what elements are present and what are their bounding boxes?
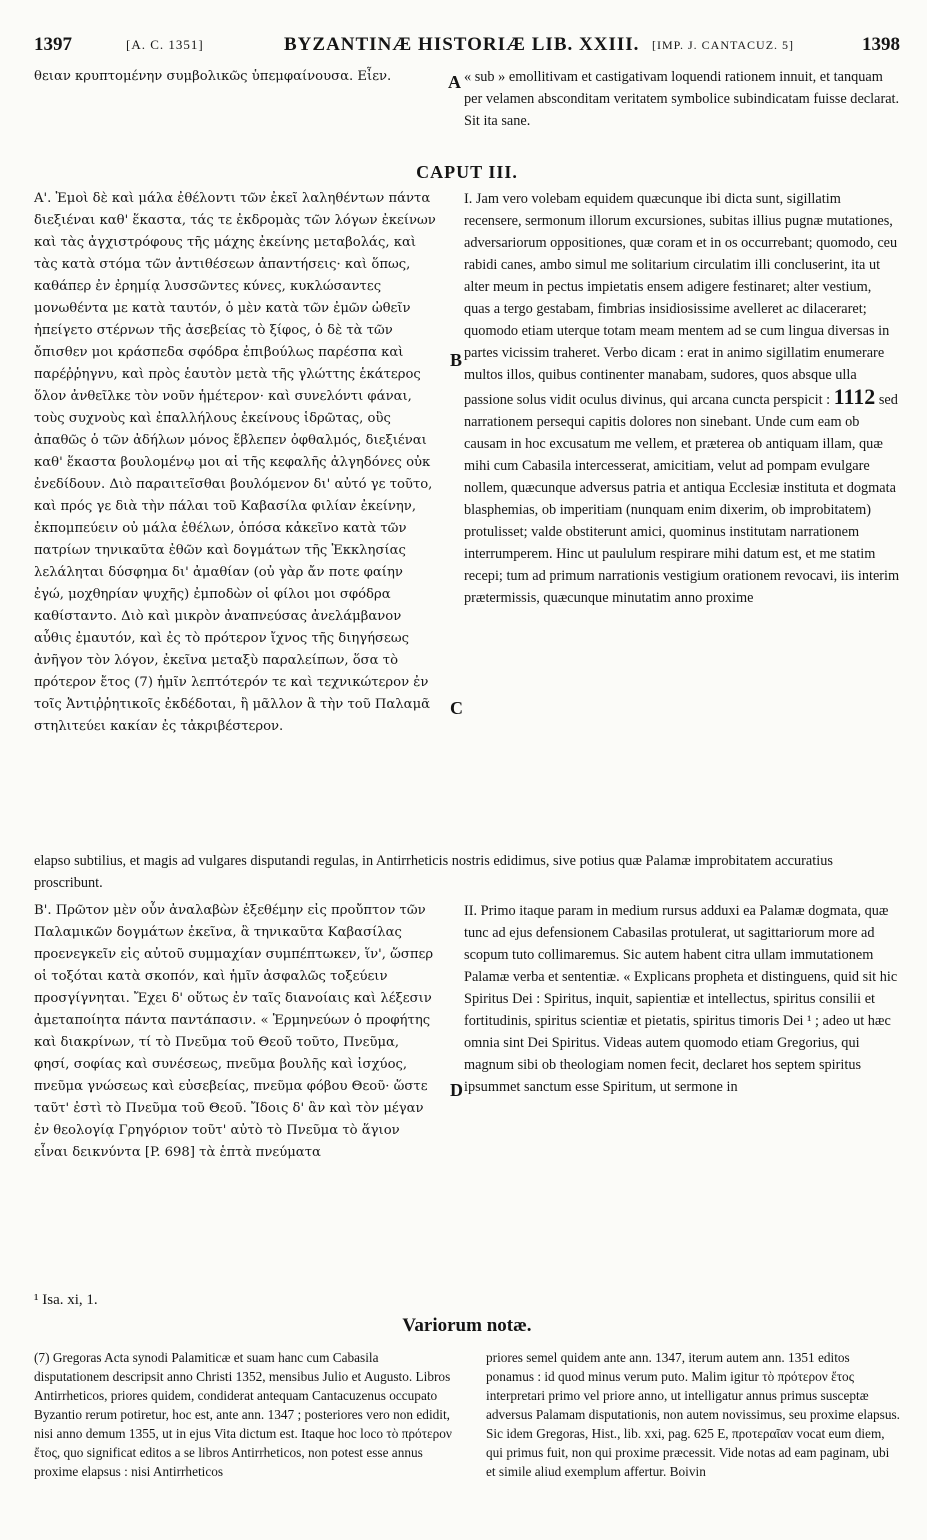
margin-mark-b: B xyxy=(450,350,463,370)
margin-mark-d: D xyxy=(450,1080,463,1100)
footnote: ¹ Isa. xi, 1. xyxy=(34,1292,98,1308)
margin-mark-c: C xyxy=(450,698,463,718)
margin-mark-a: A xyxy=(448,72,461,92)
page-number-right: 1398 xyxy=(862,34,900,55)
page-number-left: 1397 xyxy=(34,34,72,55)
latin-continuation: « sub » emollitivam et castigativam loquendi rationem innuit, et tanquam per velamen absconditam veritatem symbolice subindicatam fuisse declarat. Sit ita sane. xyxy=(464,69,900,129)
chapter-heading: CAPUT III. xyxy=(416,162,518,182)
running-header xyxy=(34,30,900,60)
greek-continuation: θειαν κρυπτομένην συμβολικῶς ὑπεμφαίνουσα. Εἶεν. xyxy=(34,69,392,84)
book-title: BYZANTINÆ HISTORIÆ LIB. XXIII. xyxy=(284,34,640,55)
latin-section-1-part1: I. Jam vero volebam equidem quæcunque ibi dicta sunt, sigillatim recensere, sermonum illorum excursiones, subitas illius pugnæ mutationes, adversariorum oppositiones, quæ coram et in os occurrebant; quomodo, ceu rabidi canes, ambo simul me solitarium circulatim illi concluserint, ita ut alter meum in pectus impietatis ensem adigere festinaret; alter vestium, quas a tergo gestabam, fimbrias insidiosissime avelleret ac dilaceraret; quomodo etiam uterque totam meam mentem ad se cum lingua diversas in partes vicissim traheret. Verbo dicam : erat in animo sigillatim enumerare multos illos, quibus continenter manabam, sudores, quos absque ulla passione solus vidit oculus divinus, qui arcana cuncta perspicit : xyxy=(464,191,898,408)
greek-section-2: Β'. Πρῶτον μὲν οὖν ἀναλαβὼν ἐξεθέμην εἰς προὔπτον τῶν Παλαμικῶν δογμάτων ἐκεῖνα, ἃ τηνικαῦτα Καβασίλας προενεγκεῖν εἰς αὐτοῦ συμμαχίαν συμπέπτωκεν, ἵν', ὥσπερ οἱ τοξόται κατὰ σκοπόν, καὶ ἡμῖν ἀσφαλῶς τοξεύειν προσγίγνηται. Ἔχει δ' οὕτως ἐν ταῖς διανοίαις καὶ λέξεσιν ἀμεταποίητα πάντα παντάπασιν. « Ἑρμηνεύων ὁ προφήτης καὶ διακρίνων, τί τὸ Πνεῦμα τοῦ Θεοῦ τοῦτο, Πνεῦμα, φησί, σοφίας καὶ συνέσεως, πνεῦμα βουλῆς καὶ ἰσχύος, πνεῦμα γνώσεως καὶ εὐσεβείας, πνεῦμα φόβου Θεοῦ· ὥστε ταῦτ' ἐστὶ τὸ Πνεῦμα τοῦ Θεοῦ. Ἴδοις δ' ἂν καὶ τὸν μέγαν ἐν θεολογίᾳ Γρηγόριον τοῦτ' αὐτὸ τὸ Πνεῦμα τὸ ἅγιον εἶναι δεικνύντα [P. 698] τὰ ἑπτὰ πνεύματα xyxy=(34,903,434,1160)
page xyxy=(34,30,900,1520)
note-left-column: (7) Gregoras Acta synodi Palamiticæ et suam hanc cum Cabasila disputationem descripsit anno Christi 1352, mensibus Julio et Augusto. Libros Antirrheticos, priores quidem, condiderat antequam Cantacuzenus occupato Byzantio rerum potiretur, hoc est, ante ann. 1347 ; posteriores vero non edidit, nisi anno demum 1355, ut in ejus Vita dictum est. Itaque hoc loco τὸ πρότερον ἔτος, quo significat editos a se libros Antirrheticos, non potest esse annus proxime elapsus : nisi Antirrheticos xyxy=(34,1350,452,1479)
latin-section-1 xyxy=(464,188,900,609)
notes-heading: Variorum notæ. xyxy=(402,1315,532,1336)
latin-section-1-fullwidth: elapso subtilius, et magis ad vulgares disputandi regulas, in Antirrheticis nostris edidimus, sive potius quæ Palamæ improbitatem accuratius proscribunt. xyxy=(34,853,833,891)
year-reference: [A. C. 1351] xyxy=(126,37,204,52)
greek-section-1: Α'. Ἐμοὶ δὲ καὶ μάλα ἐθέλοντι τῶν ἐκεῖ λαληθέντων πάντα διεξιέναι καθ' ἕκαστα, τάς τε ἐκδρομὰς τῶν λόγων ἐκείνων καὶ τὰς ἀγχιστρόφους τῆς μάχης ἐκείνης μεταβολάς, καὶ τὰς κατὰ στόμα τῶν ἀντιθέσεων ἀπαντήσεις· καὶ ὅπως, καθάπερ ἐν ἐρημίᾳ λυσσῶντες κύνες, κυκλώσαντες μονωθέντα με κατὰ ταυτόν, ὁ μὲν κατὰ τῶν ἐμῶν ὠθεῖν ἠπείγετο στέρνων τῆς ἀσεβείας τὸ ξίφος, ὁ δὲ τὰ τῶν ὄπισθεν μοι κράσπεδα σφόδρα ἐπιβούλως παρέσπα καὶ παρέῤῥηγνυ, καὶ πρὸς ἑαυτὸν μετὰ τῆς γλώττης ἑκάτερος ὅλον ἀνθεῖλκε τὸν νοῦν ἡμέτερον· καὶ συνελόντι φάναι, τοὺς συχνοὺς καὶ ἐπαλλήλους ἐκείνους ἱδρῶτας, οὓς ἀπαθῶς ὁ τῶν ἀδήλων μόνος ἔβλεπεν ὀφθαλμός, διεξιέναι καθ' ἕκαστα βουλομένῳ μοι αἱ τῆς κεφαλῆς ἀλγηδόνες οὐκ ἐνεδίδουν. Διὸ παραιτεῖσθαι βουλόμενον δι' αὐτό γε τοῦτο, καὶ πρός γε διὰ τὴν πάλαι τοῦ Καβασίλα φιλίαν ἐκείνην, ἐκπομπεύειν οὐ μάλα ἐθέλων, ὁπόσα κἀκεῖνο κατὰ τῶν πατρίων τηνικαῦτα ἐθῶν καὶ δογμάτων τῆς Ἐκκλησίας λελάληται δύσφημα δι' ἀμαθίαν (οὐ γὰρ ἄν ποτε φαίην ἐγώ, μοχθηρίαν ψυχῆς) ἐμποδὼν οἱ φίλοι μοι σφόδρα καθίσταντο. Διὸ καὶ μικρὸν ἀναπνεύσας ἀνελάμβανον αὖθις ἐμαυτόν, καὶ ἐς τὸ πρότερον ἴχνος τῆς διηγήσεως ἀνῆγον τὸν λόγον, ἐκεῖνα μεταξὺ παραλείπων, ὅσα τὸ πρότερον ἔτος (7) ἡμῖν λεπτότερόν τε καὶ τεχνικώτερον ἐν τοῖς Ἀντιῤῥητικοῖς ἐκδέδοται, ἢ μᾶλλον ἃ τὴν τοῦ Παλαμᾶ στηλιτεύει κακίαν ἐς τἀκριβέστερον. xyxy=(34,191,436,734)
note-right-column: priores semel quidem ante ann. 1347, iterum autem ann. 1351 editos ponamus : id quod minus verum puto. Malim igitur τὸ πρότερον ἔτος interpretari primo vel priore anno, ut intelligatur annus primus susceptæ adversus Palamam disputationis, non autem novissimus, seu proxime elapsus. Sic idem Gregoras, Hist., lib. xxi, pag. 625 E, προτεραῖαν vocat eum diem, qui primus fuit, non qui proxime præcessit. Vide notas ad eam paginam, ubi et simile aliud exemplum affertur. Boivin xyxy=(486,1350,901,1479)
emperor-reference: [IMP. J. CANTACUZ. 5] xyxy=(652,38,795,52)
latin-section-2: II. Primo itaque param in medium rursus adduxi ea Palamæ dogmata, quæ tunc ad ejus defensionem Cabasilas protulerat, ut sagittariorum more ad scopum tuto collimaremus. Sic autem habent citra ullam immutationem Palamæ verba et sententiæ. « Explicans propheta et distinguens, quid sit hic Spiritus Dei : Spiritus, inquit, sapientiæ et intellectus, spiritus consilii et fortitudinis, spiritus scientiæ et pietatis, spiritus timoris Dei ¹ ; adeo ut hæc omnia sint Dei Spiritus. Videas autem quomodo etiam Gregorius, qui magnum sibi ob theologiam nomen fecit, declaret hos septem spiritus ipsummet sanctum esse Spiritum, ut sermone in xyxy=(464,903,898,1095)
latin-section-1-part2: sed narrationem persequi capitis dolores non sinebant. Unde cum eam ob causam in hoc excusatum me vellem, et præterea ob antiquam illam, quæ mihi cum Cabasila intercesserat, amicitiam, velut ad pompam evulgare nollem, quæcunque adversus patria et antiqua Ecclesiæ instituta et dogmata blasphemias, ob imperitiam (nunquam enim dixerim, ob improbitatem) protulisset; valde obstiterunt amici, quominus institutam narrationem interrumperem. Hinc ut paululum respirare mihi datum est, et me statim recepi; tum ad primum narrationis vestigium orationem revocavi, iis interim prætermissis, quæcunque minutatim anno proxime xyxy=(464,392,900,606)
column-number: 1112 xyxy=(833,384,876,409)
